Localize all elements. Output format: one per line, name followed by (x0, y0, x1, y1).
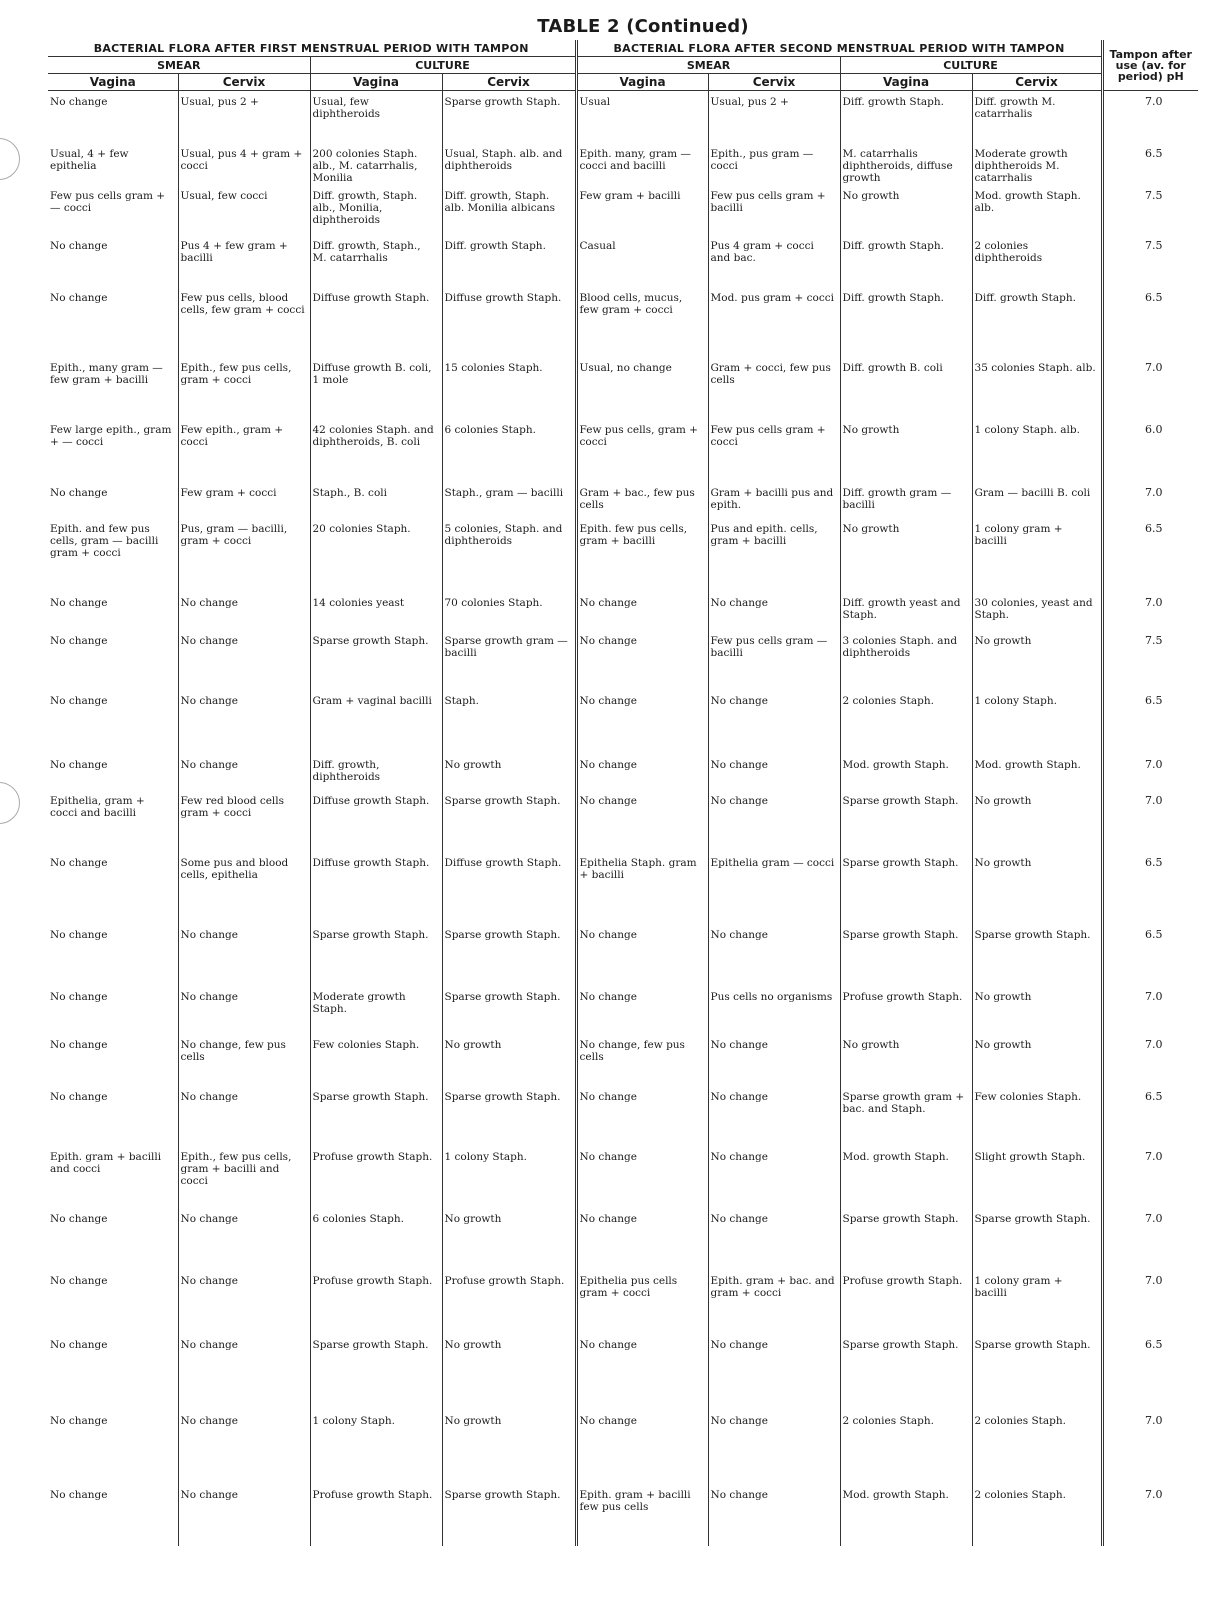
cell-smear-cervix-2: No change (708, 1086, 840, 1146)
cell-culture-vagina-2: Diff. growth yeast and Staph. (840, 592, 972, 630)
cell-culture-cervix-2: 1 colony Staph. alb. (972, 419, 1102, 482)
cell-culture-cervix-1: Sparse growth Staph. (442, 790, 576, 852)
cell-culture-vagina-1: Gram + vaginal bacilli (310, 690, 442, 754)
cell-smear-cervix-1: No change, few pus cells (178, 1034, 310, 1086)
cell-smear-vagina-1: No change (50, 634, 108, 647)
header-culture-1: CULTURE (310, 57, 576, 74)
cell-culture-vagina-1: Sparse growth Staph. (310, 630, 442, 690)
cell-smear-cervix-2: No change (708, 754, 840, 790)
cell-smear-vagina-1: No change (50, 1090, 108, 1103)
cell-culture-vagina-2: 3 colonies Staph. and diphtheroids (840, 630, 972, 690)
table-row (48, 1270, 1198, 1334)
cell-tampon-ph: 7.0 (1102, 1208, 1198, 1270)
cell-smear-vagina-2: Blood cells, mucus, few gram + cocci (576, 287, 708, 357)
cell-culture-cervix-2: 35 colonies Staph. alb. (972, 357, 1102, 419)
header-vagina: Vagina (310, 74, 442, 91)
cell-tampon-ph: 6.0 (1102, 419, 1198, 482)
cell-tampon-ph: 7.0 (1102, 91, 1198, 143)
header-first-period: BACTERIAL FLORA AFTER FIRST MENSTRUAL PERIOD WITH TAMPON (48, 40, 576, 57)
cell-culture-vagina-1: 42 colonies Staph. and diphtheroids, B. coli (310, 419, 442, 482)
table-row (48, 690, 1198, 754)
cell-culture-cervix-2: 30 colonies, yeast and Staph. (972, 592, 1102, 630)
cell-tampon-ph: 7.0 (1102, 1146, 1198, 1208)
cell-culture-cervix-2: No growth (972, 1034, 1102, 1086)
cell-culture-vagina-1: 20 colonies Staph. (310, 518, 442, 592)
hole-punch-mark (0, 138, 20, 180)
cell-culture-cervix-2: Sparse growth Staph. (972, 924, 1102, 986)
cell-culture-vagina-1: Profuse growth Staph. (310, 1484, 442, 1546)
table-title: TABLE 2 (Continued) (537, 16, 749, 37)
cell-culture-vagina-2: No growth (840, 185, 972, 235)
header-smear-2: SMEAR (576, 57, 840, 74)
cell-smear-cervix-1: No change (178, 986, 310, 1034)
cell-smear-vagina-2: No change (576, 1410, 708, 1484)
cell-culture-cervix-2: Diff. growth M. catarrhalis (972, 91, 1102, 143)
table-row (48, 1208, 1198, 1270)
cell-culture-cervix-1: Sparse growth gram — bacilli (442, 630, 576, 690)
cell-culture-cervix-2: 1 colony gram + bacilli (972, 518, 1102, 592)
cell-culture-vagina-2: Sparse growth Staph. (840, 1334, 972, 1410)
cell-culture-cervix-1: Profuse growth Staph. (442, 1270, 576, 1334)
cell-smear-vagina-2: No change (576, 790, 708, 852)
cell-culture-vagina-2: Mod. growth Staph. (840, 1146, 972, 1208)
cell-smear-cervix-2: No change (708, 1334, 840, 1410)
cell-culture-cervix-1: No growth (442, 754, 576, 790)
cell-smear-vagina-1: Few pus cells gram + — cocci (50, 189, 166, 214)
table-row (48, 419, 1198, 482)
cell-culture-cervix-1: Staph., gram — bacilli (442, 482, 576, 518)
cell-culture-cervix-2: Mod. growth Staph. alb. (972, 185, 1102, 235)
cell-smear-vagina-1: Epith. gram + bacilli and cocci (50, 1150, 162, 1175)
table-row (48, 518, 1198, 592)
cell-tampon-ph: 6.5 (1102, 852, 1198, 924)
cell-culture-vagina-1: Diff. growth, diphtheroids (310, 754, 442, 790)
cell-smear-vagina-1: No change (50, 694, 108, 707)
cell-smear-vagina-1: No change (50, 1274, 108, 1287)
cell-culture-vagina-1: Few colonies Staph. (310, 1034, 442, 1086)
cell-smear-cervix-2: Usual, pus 2 + (708, 91, 840, 143)
cell-culture-vagina-1: Moderate growth Staph. (310, 986, 442, 1034)
cell-culture-cervix-2: 1 colony gram + bacilli (972, 1270, 1102, 1334)
cell-smear-vagina-1: No change (50, 291, 108, 304)
header-vagina: Vagina (840, 74, 972, 91)
cell-culture-vagina-1: Profuse growth Staph. (310, 1146, 442, 1208)
cell-smear-vagina-1: No change (50, 596, 108, 609)
cell-culture-cervix-1: Diff. growth Staph. (442, 235, 576, 287)
table-row (48, 986, 1198, 1034)
cell-culture-cervix-1: Sparse growth Staph. (442, 986, 576, 1034)
table-row (48, 91, 1198, 143)
cell-culture-vagina-2: Sparse growth gram + bac. and Staph. (840, 1086, 972, 1146)
cell-culture-cervix-2: Moderate growth diphtheroids M. catarrhalis (972, 143, 1102, 185)
cell-culture-vagina-2: Profuse growth Staph. (840, 1270, 972, 1334)
cell-smear-vagina-1: No change (50, 758, 108, 771)
cell-tampon-ph: 7.0 (1102, 1034, 1198, 1086)
table-row (48, 1146, 1198, 1208)
cell-smear-cervix-2: Pus 4 gram + cocci and bac. (708, 235, 840, 287)
cell-smear-cervix-2: Mod. pus gram + cocci (708, 287, 840, 357)
cell-smear-vagina-2: No change (576, 630, 708, 690)
cell-culture-vagina-1: 6 colonies Staph. (310, 1208, 442, 1270)
header-culture-2: CULTURE (840, 57, 1102, 74)
cell-culture-cervix-2: Gram — bacilli B. coli (972, 482, 1102, 518)
cell-smear-vagina-2: Usual (576, 91, 708, 143)
table-body (48, 91, 1198, 1546)
cell-tampon-ph: 6.5 (1102, 690, 1198, 754)
cell-smear-vagina-1: Few large epith., gram + — cocci (50, 423, 172, 448)
cell-smear-vagina-2: No change (576, 986, 708, 1034)
cell-smear-vagina-2: Gram + bac., few pus cells (576, 482, 708, 518)
cell-smear-cervix-1: Few epith., gram + cocci (178, 419, 310, 482)
cell-culture-vagina-1: Diff. growth, Staph. alb., Monilia, diphtheroids (310, 185, 442, 235)
cell-tampon-ph: 6.5 (1102, 1334, 1198, 1410)
cell-culture-cervix-2: Slight growth Staph. (972, 1146, 1102, 1208)
cell-culture-cervix-2: No growth (972, 852, 1102, 924)
bacterial-flora-table (48, 40, 1198, 1546)
cell-tampon-ph: 7.0 (1102, 1484, 1198, 1546)
cell-culture-cervix-1: Sparse growth Staph. (442, 91, 576, 143)
cell-culture-vagina-2: Diff. growth Staph. (840, 235, 972, 287)
cell-smear-vagina-1: No change (50, 486, 108, 499)
cell-tampon-ph: 7.5 (1102, 235, 1198, 287)
cell-tampon-ph: 6.5 (1102, 924, 1198, 986)
cell-culture-vagina-2: M. catarrhalis diphtheroids, diffuse growth (840, 143, 972, 185)
table-row (48, 1334, 1198, 1410)
cell-smear-cervix-2: No change (708, 1208, 840, 1270)
cell-smear-vagina-2: No change (576, 1208, 708, 1270)
cell-culture-cervix-1: 15 colonies Staph. (442, 357, 576, 419)
table-row (48, 790, 1198, 852)
cell-culture-cervix-2: 2 colonies Staph. (972, 1410, 1102, 1484)
cell-tampon-ph: 7.0 (1102, 592, 1198, 630)
table-row (48, 1086, 1198, 1146)
cell-culture-vagina-2: 2 colonies Staph. (840, 1410, 972, 1484)
cell-tampon-ph: 7.0 (1102, 754, 1198, 790)
header-tampon-ph: Tampon after use (av. for period) pH (1102, 40, 1198, 91)
cell-smear-vagina-2: No change (576, 754, 708, 790)
cell-culture-vagina-2: 2 colonies Staph. (840, 690, 972, 754)
cell-culture-vagina-1: Diffuse growth Staph. (310, 852, 442, 924)
header-vagina: Vagina (48, 74, 178, 91)
header-second-period: BACTERIAL FLORA AFTER SECOND MENSTRUAL PERIOD WITH TAMPON (576, 40, 1102, 57)
table-row (48, 1034, 1198, 1086)
cell-smear-cervix-2: No change (708, 690, 840, 754)
cell-smear-cervix-1: No change (178, 592, 310, 630)
cell-tampon-ph: 7.0 (1102, 790, 1198, 852)
cell-smear-vagina-2: Epithelia Staph. gram + bacilli (576, 852, 708, 924)
cell-tampon-ph: 6.5 (1102, 287, 1198, 357)
cell-smear-vagina-2: Usual, no change (576, 357, 708, 419)
cell-culture-vagina-1: Staph., B. coli (310, 482, 442, 518)
cell-culture-cervix-1: Usual, Staph. alb. and diphtheroids (442, 143, 576, 185)
cell-culture-vagina-2: Sparse growth Staph. (840, 924, 972, 986)
cell-smear-cervix-1: Epith., few pus cells, gram + bacilli and cocci (178, 1146, 310, 1208)
cell-smear-cervix-2: No change (708, 1484, 840, 1546)
cell-smear-cervix-2: Few pus cells gram + cocci (708, 419, 840, 482)
cell-culture-cervix-1: Diff. growth, Staph. alb. Monilia albicans (442, 185, 576, 235)
header-smear-1: SMEAR (48, 57, 310, 74)
cell-smear-cervix-2: Pus and epith. cells, gram + bacilli (708, 518, 840, 592)
cell-smear-cervix-1: Usual, pus 2 + (178, 91, 310, 143)
cell-culture-vagina-2: Mod. growth Staph. (840, 754, 972, 790)
cell-smear-cervix-1: No change (178, 1270, 310, 1334)
cell-smear-cervix-1: Epith., few pus cells, gram + cocci (178, 357, 310, 419)
cell-culture-vagina-1: 1 colony Staph. (310, 1410, 442, 1484)
cell-culture-vagina-1: Diffuse growth Staph. (310, 790, 442, 852)
cell-culture-vagina-2: No growth (840, 518, 972, 592)
cell-smear-vagina-1: No change (50, 1212, 108, 1225)
cell-culture-cervix-1: Sparse growth Staph. (442, 1086, 576, 1146)
cell-smear-cervix-1: No change (178, 1208, 310, 1270)
table-row (48, 235, 1198, 287)
cell-culture-vagina-1: Diffuse growth B. coli, 1 mole (310, 357, 442, 419)
cell-smear-cervix-2: Few pus cells gram — bacilli (708, 630, 840, 690)
table-row (48, 1410, 1198, 1484)
cell-smear-vagina-2: Casual (576, 235, 708, 287)
cell-smear-cervix-2: Epith. gram + bac. and gram + cocci (708, 1270, 840, 1334)
cell-culture-vagina-2: No growth (840, 419, 972, 482)
cell-culture-cervix-2: 2 colonies diphtheroids (972, 235, 1102, 287)
cell-smear-vagina-1: No change (50, 928, 108, 941)
cell-culture-cervix-1: Sparse growth Staph. (442, 924, 576, 986)
cell-culture-cervix-1: 70 colonies Staph. (442, 592, 576, 630)
cell-culture-cervix-2: No growth (972, 790, 1102, 852)
cell-smear-cervix-2: Pus cells no organisms (708, 986, 840, 1034)
cell-smear-cervix-1: Some pus and blood cells, epithelia (178, 852, 310, 924)
cell-smear-cervix-1: Few gram + cocci (178, 482, 310, 518)
header-vagina: Vagina (576, 74, 708, 91)
table-row (48, 287, 1198, 357)
cell-tampon-ph: 7.0 (1102, 1270, 1198, 1334)
cell-smear-vagina-2: No change, few pus cells (576, 1034, 708, 1086)
cell-culture-vagina-1: 200 colonies Staph. alb., M. catarrhalis, Monilia (310, 143, 442, 185)
header-cervix: Cervix (708, 74, 840, 91)
table-row (48, 630, 1198, 690)
cell-culture-cervix-1: Diffuse growth Staph. (442, 852, 576, 924)
cell-smear-vagina-1: No change (50, 856, 108, 869)
cell-culture-cervix-1: 1 colony Staph. (442, 1146, 576, 1208)
cell-smear-vagina-1: No change (50, 1414, 108, 1427)
table-row (48, 357, 1198, 419)
table-row (48, 852, 1198, 924)
cell-culture-vagina-2: Diff. growth B. coli (840, 357, 972, 419)
cell-smear-vagina-1: No change (50, 990, 108, 1003)
cell-smear-cervix-2: Epithelia gram — cocci (708, 852, 840, 924)
cell-culture-cervix-1: Sparse growth Staph. (442, 1484, 576, 1546)
header-cervix: Cervix (178, 74, 310, 91)
cell-culture-cervix-2: Mod. growth Staph. (972, 754, 1102, 790)
cell-smear-vagina-2: No change (576, 1146, 708, 1208)
table-row (48, 1484, 1198, 1546)
cell-smear-vagina-2: Epithelia pus cells gram + cocci (576, 1270, 708, 1334)
document-page (48, 14, 1198, 1546)
cell-culture-vagina-2: Diff. growth Staph. (840, 287, 972, 357)
cell-culture-cervix-2: Diff. growth Staph. (972, 287, 1102, 357)
table-row (48, 482, 1198, 518)
cell-smear-vagina-2: Epith. many, gram — cocci and bacilli (576, 143, 708, 185)
cell-smear-cervix-2: Few pus cells gram + bacilli (708, 185, 840, 235)
cell-smear-cervix-1: No change (178, 1410, 310, 1484)
cell-culture-vagina-1: Diff. growth, Staph., M. catarrhalis (310, 235, 442, 287)
table-row (48, 143, 1198, 185)
cell-culture-cervix-2: Few colonies Staph. (972, 1086, 1102, 1146)
cell-tampon-ph: 7.0 (1102, 986, 1198, 1034)
cell-culture-vagina-1: Sparse growth Staph. (310, 924, 442, 986)
cell-smear-cervix-1: No change (178, 1484, 310, 1546)
cell-culture-cervix-1: No growth (442, 1208, 576, 1270)
cell-smear-cervix-1: No change (178, 1334, 310, 1410)
cell-smear-cervix-2: No change (708, 790, 840, 852)
cell-smear-vagina-2: Few gram + bacilli (576, 185, 708, 235)
cell-smear-vagina-2: No change (576, 1086, 708, 1146)
cell-culture-cervix-1: 5 colonies, Staph. and diphtheroids (442, 518, 576, 592)
cell-smear-cervix-1: Pus, gram — bacilli, gram + cocci (178, 518, 310, 592)
cell-culture-cervix-1: No growth (442, 1334, 576, 1410)
cell-culture-vagina-2: Diff. growth Staph. (840, 91, 972, 143)
cell-culture-cervix-1: No growth (442, 1034, 576, 1086)
cell-smear-cervix-2: Gram + bacilli pus and epith. (708, 482, 840, 518)
cell-culture-cervix-2: Sparse growth Staph. (972, 1208, 1102, 1270)
cell-culture-vagina-2: Sparse growth Staph. (840, 1208, 972, 1270)
cell-smear-cervix-2: Gram + cocci, few pus cells (708, 357, 840, 419)
cell-smear-vagina-2: Few pus cells, gram + cocci (576, 419, 708, 482)
cell-tampon-ph: 7.0 (1102, 357, 1198, 419)
cell-culture-cervix-1: Diffuse growth Staph. (442, 287, 576, 357)
cell-smear-cervix-2: Epith., pus gram — cocci (708, 143, 840, 185)
cell-smear-cervix-2: No change (708, 1410, 840, 1484)
cell-culture-cervix-2: 2 colonies Staph. (972, 1484, 1102, 1546)
header-cervix: Cervix (442, 74, 576, 91)
cell-smear-cervix-1: No change (178, 754, 310, 790)
cell-smear-cervix-1: Few red blood cells gram + cocci (178, 790, 310, 852)
cell-culture-vagina-1: Usual, few diphtheroids (310, 91, 442, 143)
cell-smear-vagina-1: No change (50, 1038, 108, 1051)
cell-smear-cervix-2: No change (708, 1146, 840, 1208)
cell-smear-vagina-1: No change (50, 1338, 108, 1351)
cell-smear-vagina-2: Epith. gram + bacilli few pus cells (576, 1484, 708, 1546)
cell-smear-cervix-1: Usual, pus 4 + gram + cocci (178, 143, 310, 185)
cell-culture-vagina-1: Profuse growth Staph. (310, 1270, 442, 1334)
cell-culture-vagina-2: No growth (840, 1034, 972, 1086)
cell-smear-vagina-2: No change (576, 592, 708, 630)
cell-culture-cervix-1: Staph. (442, 690, 576, 754)
cell-smear-vagina-1: Epithelia, gram + cocci and bacilli (50, 794, 145, 819)
cell-smear-vagina-1: No change (50, 239, 108, 252)
cell-smear-cervix-2: No change (708, 592, 840, 630)
cell-smear-cervix-2: No change (708, 1034, 840, 1086)
cell-culture-cervix-2: No growth (972, 630, 1102, 690)
table-row (48, 754, 1198, 790)
cell-smear-vagina-2: No change (576, 924, 708, 986)
cell-smear-cervix-1: No change (178, 630, 310, 690)
cell-culture-cervix-2: Sparse growth Staph. (972, 1334, 1102, 1410)
cell-tampon-ph: 6.5 (1102, 518, 1198, 592)
cell-culture-vagina-1: 14 colonies yeast (310, 592, 442, 630)
cell-tampon-ph: 7.5 (1102, 185, 1198, 235)
cell-culture-vagina-1: Sparse growth Staph. (310, 1334, 442, 1410)
cell-culture-cervix-2: No growth (972, 986, 1102, 1034)
cell-culture-vagina-2: Diff. growth gram — bacilli (840, 482, 972, 518)
cell-culture-cervix-1: 6 colonies Staph. (442, 419, 576, 482)
cell-culture-vagina-2: Sparse growth Staph. (840, 852, 972, 924)
cell-tampon-ph: 6.5 (1102, 1086, 1198, 1146)
cell-smear-cervix-1: Usual, few cocci (178, 185, 310, 235)
table-row (48, 924, 1198, 986)
cell-tampon-ph: 7.5 (1102, 630, 1198, 690)
header-cervix: Cervix (972, 74, 1102, 91)
cell-tampon-ph: 7.0 (1102, 1410, 1198, 1484)
cell-smear-cervix-1: Pus 4 + few gram + bacilli (178, 235, 310, 287)
cell-culture-cervix-2: 1 colony Staph. (972, 690, 1102, 754)
cell-smear-vagina-2: No change (576, 1334, 708, 1410)
cell-smear-cervix-2: No change (708, 924, 840, 986)
cell-culture-vagina-2: Mod. growth Staph. (840, 1484, 972, 1546)
cell-smear-cervix-1: No change (178, 924, 310, 986)
cell-smear-vagina-1: Epith., many gram — few gram + bacilli (50, 361, 163, 386)
cell-tampon-ph: 7.0 (1102, 482, 1198, 518)
cell-smear-vagina-1: No change (50, 96, 108, 108)
cell-culture-vagina-2: Sparse growth Staph. (840, 790, 972, 852)
cell-culture-vagina-2: Profuse growth Staph. (840, 986, 972, 1034)
cell-smear-vagina-2: No change (576, 690, 708, 754)
cell-smear-vagina-1: Epith. and few pus cells, gram — bacilli gram + cocci (50, 522, 159, 559)
cell-smear-cervix-1: Few pus cells, blood cells, few gram + cocci (178, 287, 310, 357)
table-row (48, 592, 1198, 630)
cell-smear-cervix-1: No change (178, 690, 310, 754)
cell-smear-vagina-2: Epith. few pus cells, gram + bacilli (576, 518, 708, 592)
cell-culture-cervix-1: No growth (442, 1410, 576, 1484)
cell-smear-vagina-1: Usual, 4 + few epithelia (50, 147, 129, 172)
cell-smear-cervix-1: No change (178, 1086, 310, 1146)
hole-punch-mark (0, 782, 20, 824)
table-row (48, 185, 1198, 235)
cell-tampon-ph: 6.5 (1102, 143, 1198, 185)
cell-smear-vagina-1: No change (50, 1488, 108, 1501)
cell-culture-vagina-1: Sparse growth Staph. (310, 1086, 442, 1146)
cell-culture-vagina-1: Diffuse growth Staph. (310, 287, 442, 357)
